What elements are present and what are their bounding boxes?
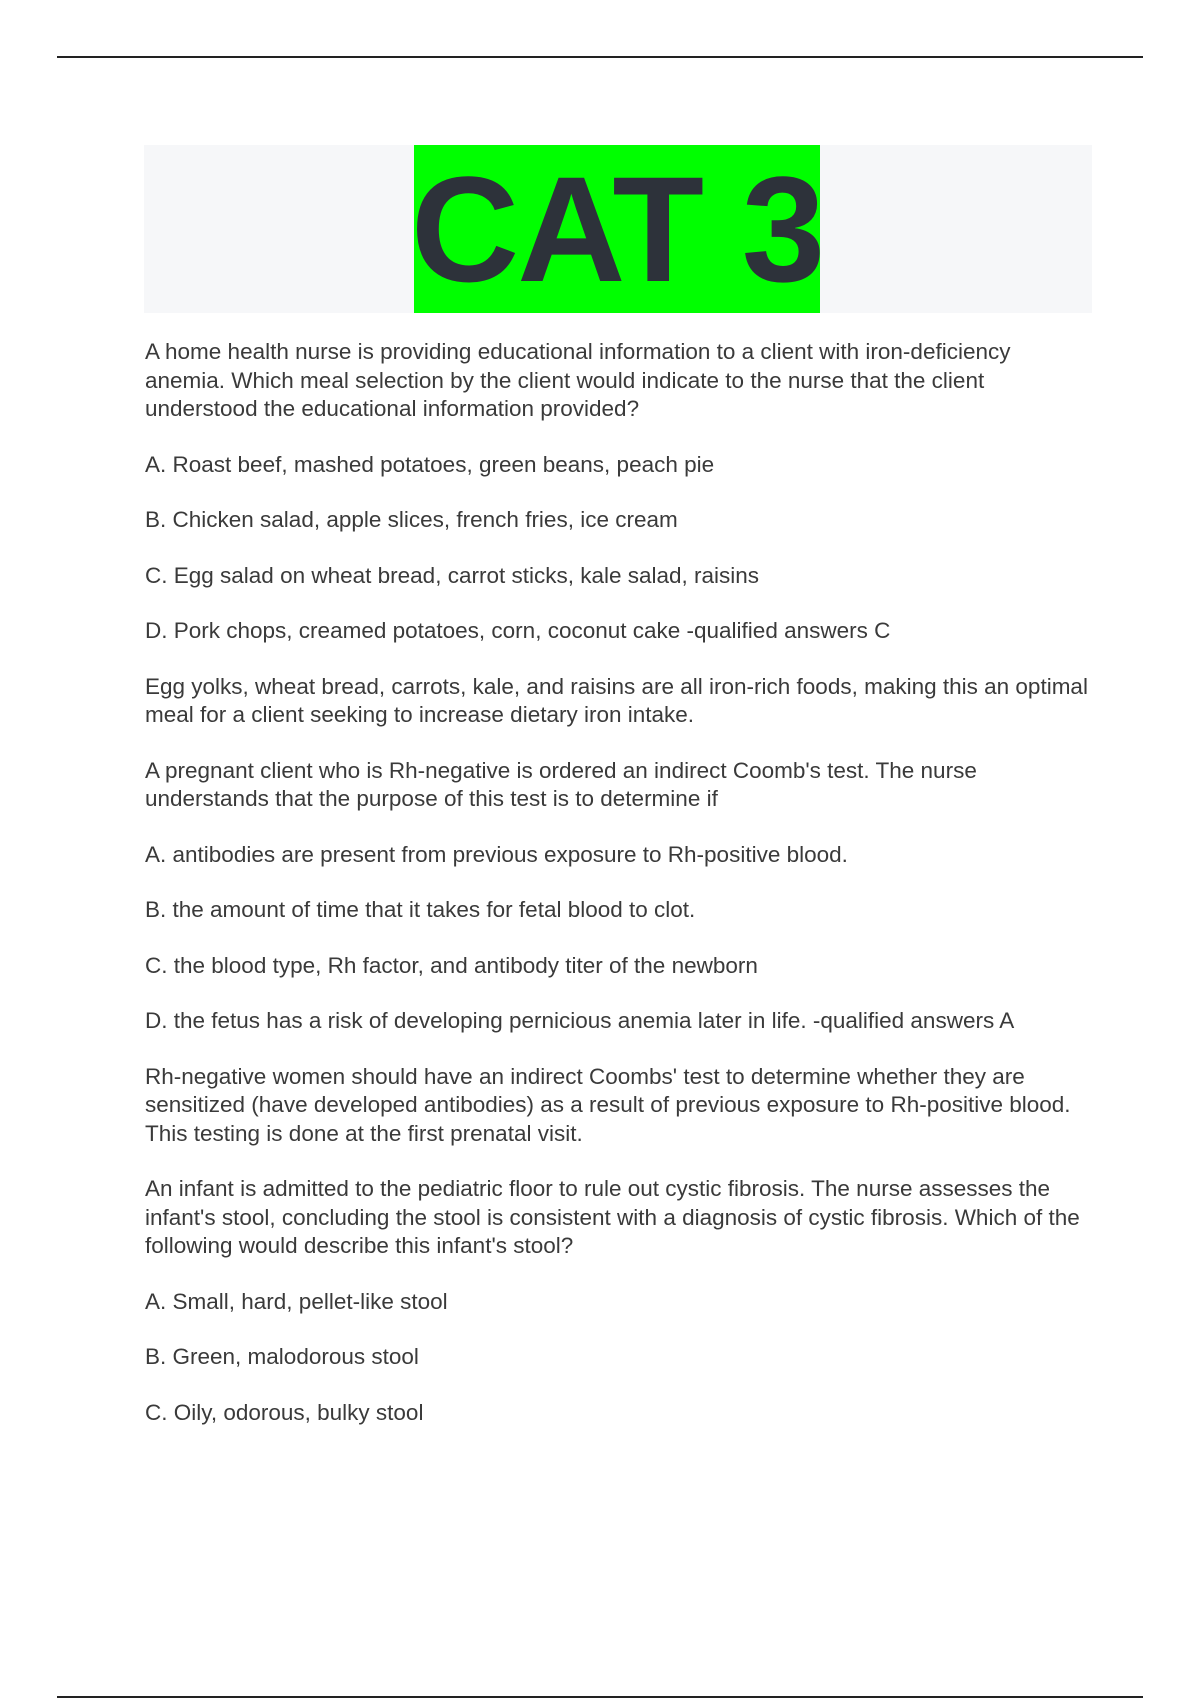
answer-option: A. Roast beef, mashed potatoes, green beans, peach pie bbox=[145, 451, 715, 477]
header-banner bbox=[144, 145, 1092, 313]
document-body bbox=[145, 338, 1095, 1454]
question-stem: An infant is admitted to the pediatric floor to rule out cystic fibrosis. The nurse assesses the infant's stool, concluding the stool is consistent with a diagnosis of cystic fibrosis. Which of the following would describe this infant's stool? bbox=[145, 1176, 1080, 1258]
bottom-rule bbox=[57, 1696, 1143, 1698]
rationale-text: Rh-negative women should have an indirect Coombs' test to determine whether they are sensitized (have developed antibodies) as a result of previous exposure to Rh-positive blood. This testing is done at the first prenatal visit. bbox=[145, 1063, 1071, 1146]
answer-option: A. antibodies are present from previous exposure to Rh-positive blood. bbox=[145, 841, 848, 867]
answer-option: B. the amount of time that it takes for fetal blood to clot. bbox=[145, 897, 696, 922]
answer-option: C. the blood type, Rh factor, and antibody titer of the newborn bbox=[145, 952, 758, 978]
answer-option: B. Green, malodorous stool bbox=[145, 1344, 419, 1369]
rationale-text: Egg yolks, wheat bread, carrots, kale, and raisins are all iron-rich foods, making this an optimal meal for a client seeking to increase dietary iron intake. bbox=[145, 673, 1088, 727]
question-stem: A pregnant client who is Rh-negative is ordered an indirect Coomb's test. The nurse understands that the purpose of this test is to determine if bbox=[145, 757, 977, 811]
answer-option: C. Egg salad on wheat bread, carrot sticks, kale salad, raisins bbox=[145, 562, 760, 588]
answer-option: D. Pork chops, creamed potatoes, corn, coconut cake -qualified answers C bbox=[145, 618, 891, 643]
banner-title: CAT 3 bbox=[410, 145, 824, 313]
answer-option: D. the fetus has a risk of developing pernicious anemia later in life. -qualified answers A bbox=[145, 1008, 1015, 1033]
answer-option: B. Chicken salad, apple slices, french fries, ice cream bbox=[145, 507, 678, 532]
question-stem: A home health nurse is providing educational information to a client with iron-deficiency anemia. Which meal selection by the client would indicate to the nurse that the client understood the educational information provided? bbox=[145, 339, 1011, 421]
answer-option: A. Small, hard, pellet-like stool bbox=[145, 1288, 448, 1314]
top-rule bbox=[57, 56, 1143, 58]
answer-option: C. Oily, odorous, bulky stool bbox=[145, 1399, 424, 1425]
banner-highlight bbox=[410, 145, 824, 313]
